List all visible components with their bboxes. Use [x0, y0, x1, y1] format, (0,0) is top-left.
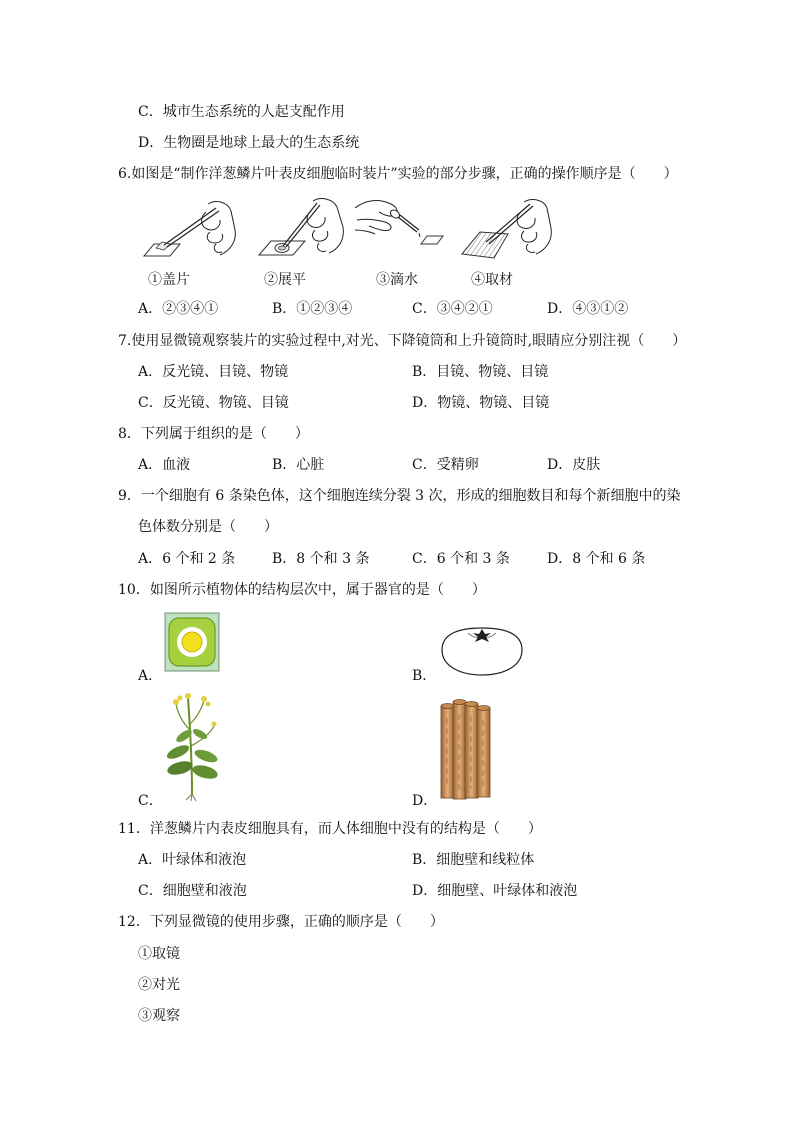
q6-option-c: C．③④②①	[412, 301, 493, 317]
q12-step: ②对光	[138, 977, 180, 993]
q6-step-label: ④取材	[471, 272, 513, 288]
q8-stem: 8．下列属于组织的是（ ）	[118, 426, 309, 442]
q6-option-b: B．①②③④	[272, 301, 353, 317]
q6-option-d: D．④③①②	[547, 301, 629, 317]
q9-option-c: C．6 个和 3 条	[412, 551, 510, 567]
q7-option-c: C．反光镜、物镜、目镜	[138, 395, 289, 411]
q12-stem: 12．下列显微镜的使用步骤，正确的顺序是（ ）	[118, 914, 444, 930]
q6-step-label: ①盖片	[148, 272, 190, 288]
q8-option-a: A．血液	[138, 457, 191, 473]
q6-stem: 6.如图是“制作洋葱鳞片叶表皮细胞临时装片”实验的部分步骤，正确的操作顺序是（ ）	[118, 166, 678, 182]
q8-option-b: B．心脏	[272, 457, 325, 473]
q5-option-d: D．生物圈是地球上最大的生态系统	[138, 135, 360, 151]
q11-option-d: D．细胞壁、叶绿体和液泡	[412, 883, 578, 899]
q5-option-c: C．城市生态系统的人起支配作用	[138, 104, 345, 120]
cell-image	[164, 612, 220, 672]
q6-step-label: ②展平	[264, 272, 306, 288]
q7-option-b: B．目镜、物镜、目镜	[412, 364, 549, 380]
q9-stem-line1: 9．一个细胞有 6 条染色体，这个细胞连续分裂 3 次，形成的细胞数目和每个新细胞中的染	[118, 488, 681, 504]
q6-option-a: A．②③④①	[138, 301, 219, 317]
q7-option-d: D．物镜、物镜、目镜	[412, 395, 550, 411]
q10-option-a: A．	[138, 668, 163, 684]
step-take-sample-figure	[458, 196, 553, 266]
q11-option-b: B．细胞壁和线粒体	[412, 852, 535, 868]
step-add-water-figure	[353, 196, 448, 248]
q9-option-d: D．8 个和 6 条	[547, 551, 646, 567]
q12-step: ①取镜	[138, 946, 180, 962]
q9-option-b: B．8 个和 3 条	[272, 551, 370, 567]
q7-stem: 7.使用显微镜观察装片的实验过程中,对光、下降镜筒和上升镜筒时,眼睛应分别注视（ ）	[118, 333, 687, 349]
q9-option-a: A．6 个和 2 条	[138, 551, 236, 567]
q10-option-d: D．	[412, 793, 438, 809]
q6-step-label: ③滴水	[376, 272, 418, 288]
q11-stem: 11．洋葱鳞片内表皮细胞具有，而人体细胞中没有的结构是（ ）	[118, 821, 542, 837]
step-cover-slip-figure	[138, 196, 238, 264]
q10-option-c: C．	[138, 793, 163, 809]
q8-option-c: C．受精卵	[412, 457, 479, 473]
q11-option-a: A．叶绿体和液泡	[138, 852, 247, 868]
q8-option-d: D．皮肤	[547, 457, 601, 473]
tissue-image	[438, 698, 494, 802]
plant-image	[158, 690, 228, 802]
q10-option-b: B．	[412, 668, 437, 684]
q9-stem-line2: 色体数分别是（ ）	[138, 519, 278, 535]
q12-step: ③观察	[138, 1008, 180, 1024]
q7-option-a: A．反光镜、目镜、物镜	[138, 364, 289, 380]
q10-stem: 10．如图所示植物体的结构层次中，属于器官的是（ ）	[118, 582, 486, 598]
step-flatten-figure	[253, 195, 348, 265]
tomato-image	[438, 624, 526, 678]
q11-option-c: C．细胞壁和液泡	[138, 883, 247, 899]
